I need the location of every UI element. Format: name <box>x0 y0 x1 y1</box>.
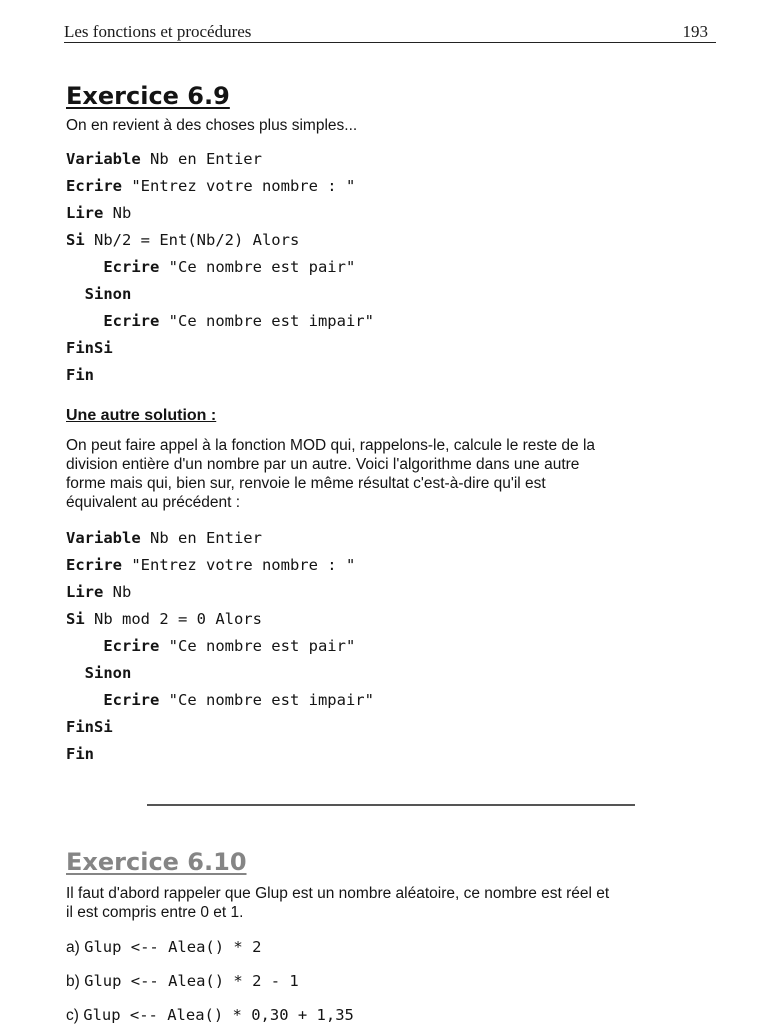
list-item: b) Glup <-- Alea() * 2 - 1 <box>66 972 299 990</box>
code-block-2 <box>66 529 722 769</box>
answer-list <box>66 938 722 1024</box>
code-line: FinSi <box>66 339 113 357</box>
paragraph-line: division entière d'un nombre par un autre. Voici l'algorithme dans une autre <box>66 456 580 473</box>
page-header <box>64 18 716 44</box>
header-rule <box>64 42 716 43</box>
alternative-solution <box>66 406 722 512</box>
code-line: Variable Nb en Entier <box>66 150 262 168</box>
paragraph-line: il est compris entre 0 et 1. <box>66 904 244 921</box>
paragraph-line: On peut faire appel à la fonction MOD qui, rappelons-le, calcule le reste de la <box>66 437 596 454</box>
page-number: 193 <box>682 22 708 41</box>
code-line: Variable Nb en Entier <box>66 529 262 547</box>
running-title: Les fonctions et procédures <box>64 22 252 41</box>
subheading: Une autre solution : <box>66 407 217 424</box>
code-line: Ecrire "Ce nombre est pair" <box>103 258 356 276</box>
paragraph-line: Il faut d'abord rappeler que Glup est un nombre aléatoire, ce nombre est réel et <box>66 885 610 902</box>
exercise-intro: On en revient à des choses plus simples... <box>66 117 358 134</box>
exercise-6-10 <box>66 846 722 922</box>
exercise-title: Exercice 6.9 <box>66 82 230 110</box>
code-line: Sinon <box>84 664 132 682</box>
code-line: FinSi <box>66 718 113 736</box>
code-line: Fin <box>66 366 94 384</box>
exercise-paragraph <box>66 884 722 922</box>
code-line: Si Nb/2 = Ent(Nb/2) Alors <box>66 231 300 249</box>
section-divider <box>147 804 635 806</box>
code-block-1 <box>66 150 722 390</box>
code-line: Si Nb mod 2 = 0 Alors <box>66 610 262 628</box>
paragraph-line: équivalent au précédent : <box>66 494 241 511</box>
exercise-title: Exercice 6.10 <box>66 848 247 876</box>
code-line: Ecrire "Ce nombre est impair" <box>103 691 374 709</box>
explanation-paragraph <box>66 436 722 512</box>
list-item: a) Glup <-- Alea() * 2 <box>66 938 262 956</box>
code-line: Sinon <box>84 285 132 303</box>
code-line: Ecrire "Entrez votre nombre : " <box>66 177 356 195</box>
paragraph-line: forme mais qui, bien sur, renvoie le même résultat c'est-à-dire qu'il est <box>66 475 546 492</box>
exercise-6-9 <box>66 80 722 135</box>
code-line: Lire Nb <box>66 204 132 222</box>
code-line: Lire Nb <box>66 583 132 601</box>
code-line: Fin <box>66 745 94 763</box>
list-item: c) Glup <-- Alea() * 0,30 + 1,35 <box>66 1006 354 1024</box>
code-line: Ecrire "Entrez votre nombre : " <box>66 556 356 574</box>
code-line: Ecrire "Ce nombre est pair" <box>103 637 356 655</box>
code-line: Ecrire "Ce nombre est impair" <box>103 312 374 330</box>
